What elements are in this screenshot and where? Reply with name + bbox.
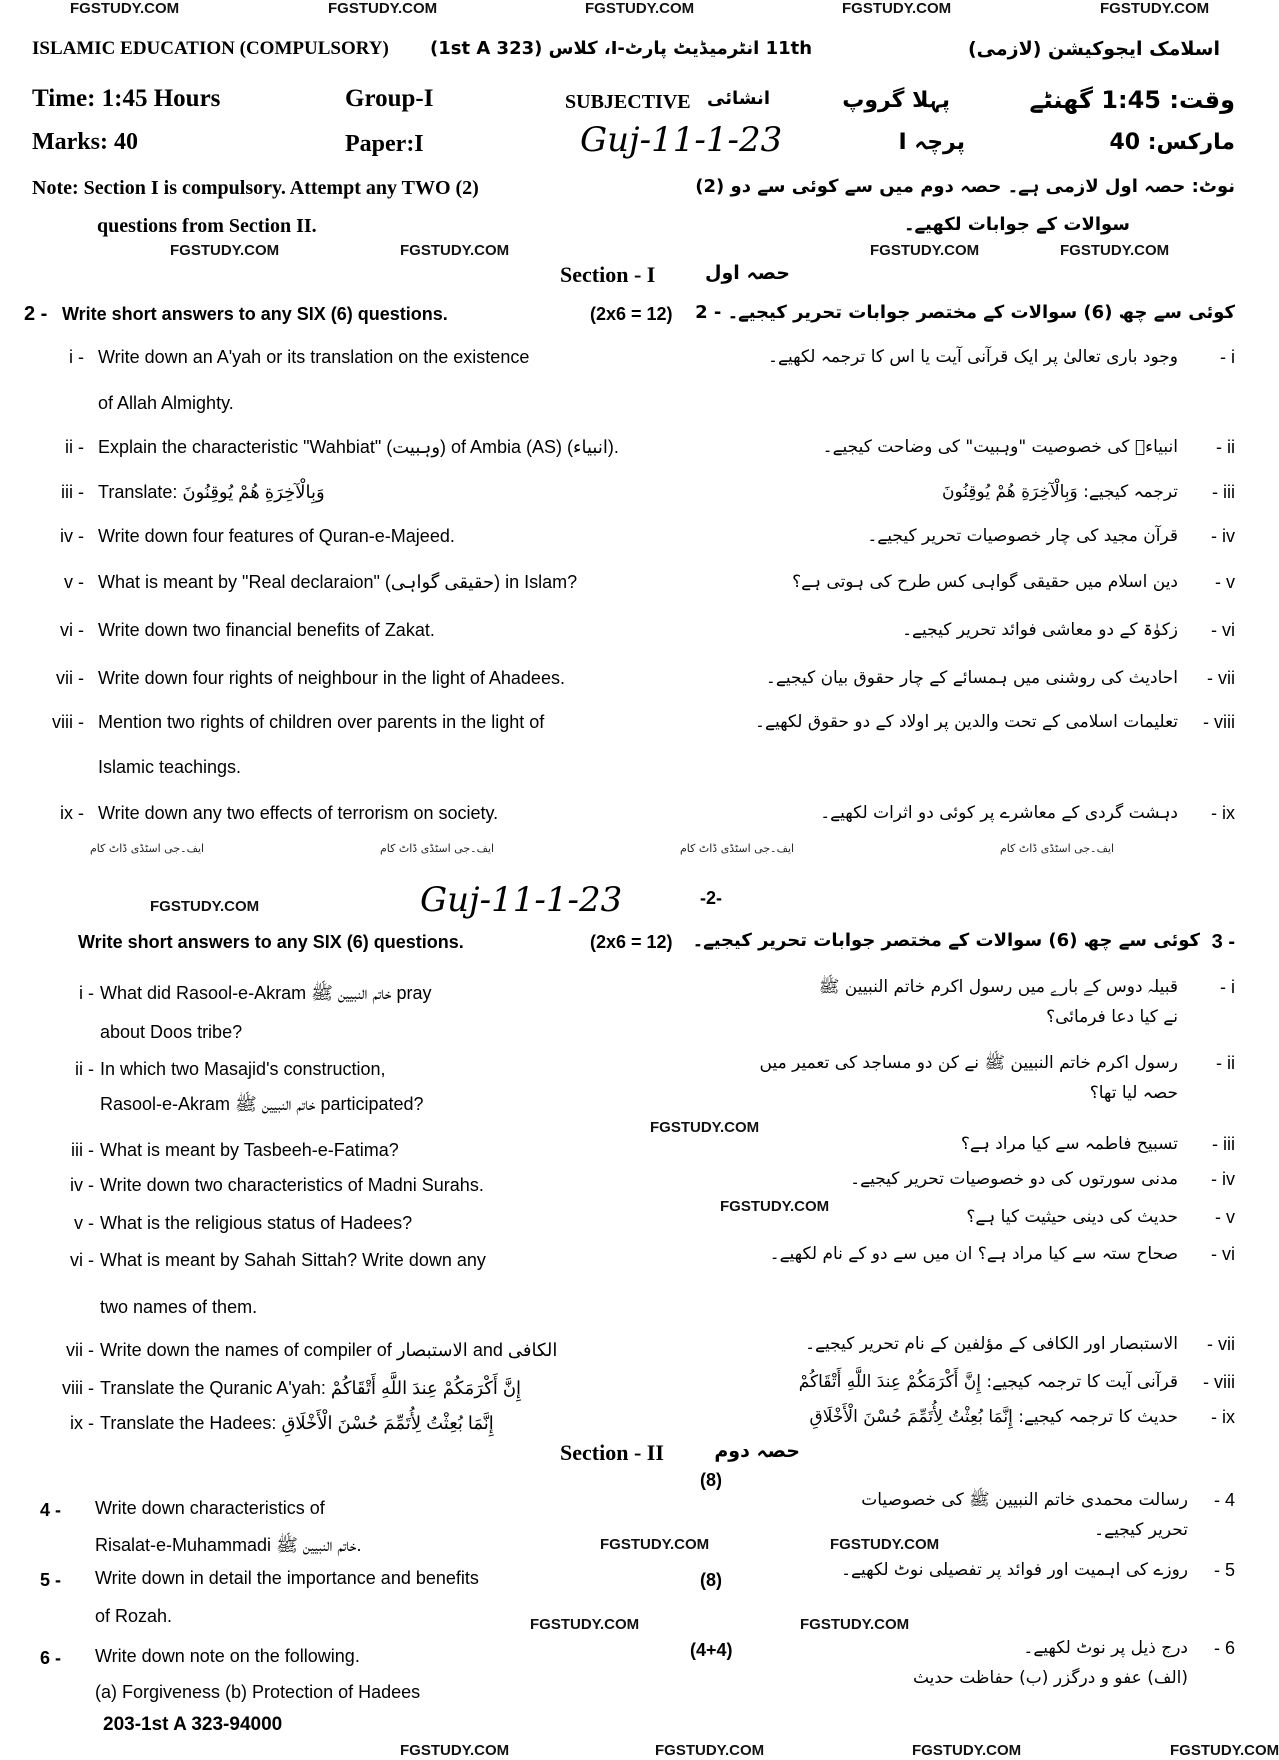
page-marker: -2- — [700, 888, 722, 908]
section1-title: Section - I — [560, 262, 656, 287]
watermark-text: FGSTUDY.COM — [655, 1742, 765, 1759]
q2-item-text: Write down an A'yah or its translation on the existence — [98, 347, 530, 367]
q2-item-number-ur: - iv — [1211, 526, 1235, 546]
q3-item-number-ur: - vii — [1207, 1334, 1235, 1354]
watermark-text: FGSTUDY.COM — [400, 1742, 510, 1759]
q3-item-number-ur: - i — [1220, 977, 1235, 997]
marks-ur: مارکس: 40 — [1109, 130, 1235, 155]
q3-item-number: viii - — [62, 1378, 94, 1398]
q2-item-text-ur: دین اسلام میں حقیقی گواہی کس طرح کی ہوتی ہے؟ — [792, 572, 1178, 592]
q3-item-number: vi - — [70, 1250, 94, 1270]
watermark-text: FGSTUDY.COM — [150, 898, 260, 915]
q2-item-number: iii - — [61, 482, 84, 502]
section2-question-number: 6 - — [40, 1648, 62, 1668]
q3-item-text: What is meant by Sahah Sittah? Write down any — [100, 1250, 486, 1270]
q3-item-text-ur-cont: نے کیا دعا فرمائی؟ — [1046, 1007, 1178, 1027]
watermark-text: FGSTUDY.COM — [800, 1616, 910, 1633]
section2-question-number-ur: - 6 — [1213, 1638, 1235, 1658]
q3-item-text: In which two Masajid's construction, — [100, 1059, 386, 1079]
section2-question-text: Write down note on the following. — [95, 1646, 360, 1666]
watermark-text: FGSTUDY.COM — [600, 1536, 710, 1553]
q3-item-text: Write down two characteristics of Madni Surahs. — [100, 1175, 484, 1195]
q2-item-number-ur: - i — [1220, 347, 1235, 367]
section2-question-marks: (4+4) — [690, 1640, 733, 1660]
section2-question-marks: (8) — [700, 1470, 722, 1490]
watermark-text: FGSTUDY.COM — [1170, 1742, 1279, 1759]
q2-item-text-ur: انبیاءؑ کی خصوصیت "وہبیت" کی وضاحت کیجیے۔ — [822, 437, 1178, 457]
q3-item-number: iv - — [70, 1175, 94, 1195]
q3-item-text-ur: حدیث کا ترجمہ کیجیے: إِنَّمَا بُعِثْتُ لِأُتَمِّمَ حُسْنَ الْأَخْلَاقِ — [809, 1407, 1178, 1427]
q3-item-text: Write down the names of compiler of الاستبصار and الکافی — [100, 1340, 558, 1360]
q3-item-number: ii - — [75, 1059, 94, 1079]
section2-question-text-cont: of Rozah. — [95, 1606, 173, 1626]
q2-item-number-ur: - viii — [1203, 712, 1235, 732]
watermark-text: FGSTUDY.COM — [912, 1742, 1022, 1759]
section1-title-ur: حصہ اول — [705, 262, 790, 284]
q2-item-number: iv - — [60, 526, 84, 546]
exam-title-en: ISLAMIC EDUCATION (COMPULSORY) — [32, 38, 389, 59]
watermark-text: FGSTUDY.COM — [585, 0, 695, 17]
q2-item-text-ur: ترجمہ کیجیے: وَبِالْآخِرَةِ هُمْ يُوقِنُونَ — [942, 482, 1178, 502]
watermark-text: FGSTUDY.COM — [650, 1119, 760, 1136]
section2-question-text-cont: (a) Forgiveness (b) Protection of Hadees — [95, 1682, 421, 1702]
footer-code: 203-1st A 323-94000 — [103, 1714, 283, 1735]
q2-item-text-ur: زکوٰۃ کے دو معاشی فوائد تحریر کیجیے۔ — [902, 620, 1178, 640]
section2-question-text-ur: درج ذیل پر نوٹ لکھیے۔ — [1023, 1638, 1188, 1658]
section2-question-number-ur: - 5 — [1213, 1560, 1235, 1580]
q2-item-number-ur: - ii — [1216, 437, 1235, 457]
q2-item-number: v - — [64, 572, 84, 592]
section2-title: Section - II — [560, 1440, 664, 1465]
q2-item-text-cont: Islamic teachings. — [98, 757, 242, 777]
class-code: 11th انٹرمیڈیٹ پارٹ-I، کلاس (1st A 323) — [430, 38, 813, 59]
q2-heading-ur: کوئی سے چھ (6) سوالات کے مختصر جوابات تحریر کیجیے۔ - 2 — [695, 302, 1235, 323]
q2-item-number-ur: - v — [1215, 572, 1235, 592]
q3-item-number: v - — [74, 1213, 94, 1233]
watermark-text: FGSTUDY.COM — [328, 0, 438, 17]
section2-question-text: Write down characteristics of — [95, 1498, 325, 1518]
q3-item-text-ur: صحاح ستہ سے کیا مراد ہے؟ ان میں سے دو کے نام لکھیے۔ — [769, 1244, 1178, 1264]
q3-item-number-ur: - iii — [1212, 1134, 1235, 1154]
watermark-text: FGSTUDY.COM — [842, 0, 952, 17]
q3-item-text-ur: قبیلہ دوس کے بارے میں رسول اکرم خاتم النبیین ﷺ — [818, 977, 1178, 997]
watermark-urdu: ایف۔جی اسٹڈی ڈاٹ کام — [90, 842, 205, 855]
q3-item-text-ur: رسول اکرم خاتم النبیین ﷺ نے کن دو مساجد کی تعمیر میں — [759, 1053, 1178, 1073]
q3-item-number: iii - — [71, 1140, 94, 1160]
q3-item-text-cont: about Doos tribe? — [100, 1022, 243, 1042]
q3-item-text-cont: Rasool-e-Akram خاتم النبیین ﷺ participated? — [100, 1094, 424, 1114]
section2-question-text: Write down in detail the importance and benefits — [95, 1568, 479, 1588]
watermark-text: FGSTUDY.COM — [870, 242, 980, 259]
q2-item-text-ur: احادیث کی روشنی میں ہمسائے کے چار حقوق بیان کیجیے۔ — [765, 668, 1178, 688]
q3-item-text-ur: حدیث کی دینی حیثیت کیا ہے؟ — [966, 1207, 1178, 1227]
watermark-urdu: ایف۔جی اسٹڈی ڈاٹ کام — [1000, 842, 1115, 855]
q3-item-text-ur: الاستبصار اور الکافی کے مؤلفین کے نام تحریر کیجیے۔ — [805, 1334, 1178, 1354]
q2-item-number: i - — [69, 347, 84, 367]
paper-en: Paper:I — [345, 131, 424, 157]
q2-item-text: Write down any two effects of terrorism on society. — [98, 803, 499, 823]
section2-title-ur: حصہ دوم — [714, 1440, 800, 1462]
watermark-text: FGSTUDY.COM — [1060, 242, 1170, 259]
q2-item-number-ur: - ix — [1211, 803, 1235, 823]
paper-ur: پرچہ I — [898, 130, 965, 155]
q2-number: 2 - — [24, 303, 48, 325]
q2-item-text-ur: وجود باری تعالیٰ پر ایک قرآنی آیت یا اس کا ترجمہ لکھیے۔ — [768, 347, 1178, 367]
section2-question-number: 4 - — [40, 1500, 62, 1520]
q2-item-text: Translate: وَبِالْآخِرَةِ هُمْ يُوقِنُونَ — [98, 482, 325, 502]
q2-item-text-ur: تعلیمات اسلامی کے تحت والدین پر اولاد کے دو حقوق لکھیے۔ — [755, 712, 1178, 732]
q3-item-text-ur: تسبیح فاطمہ سے کیا مراد ہے؟ — [960, 1134, 1178, 1154]
section2-question-marks: (8) — [700, 1570, 722, 1590]
q3-item-number: vii - — [66, 1340, 94, 1360]
watermark-urdu: ایف۔جی اسٹڈی ڈاٹ کام — [380, 842, 495, 855]
q3-item-number-ur: - viii — [1203, 1372, 1235, 1392]
time-en: Time: 1:45 Hours — [32, 85, 221, 112]
q3-item-number-ur: - ii — [1216, 1053, 1235, 1073]
group-ur: پہلا گروپ — [842, 88, 950, 113]
subjective-en: SUBJECTIVE — [565, 91, 691, 113]
q2-item-number-ur: - vi — [1211, 620, 1235, 640]
q2-item-number: vi - — [60, 620, 84, 640]
q2-item-text: Mention two rights of children over parents in the light of — [98, 712, 545, 732]
watermark-text: FGSTUDY.COM — [400, 242, 510, 259]
q2-item-number: ix - — [60, 803, 84, 823]
q3-item-number-ur: - vi — [1211, 1244, 1235, 1264]
q3-heading: Write short answers to any SIX (6) questions. — [78, 932, 464, 952]
q3-item-number-ur: - iv — [1211, 1169, 1235, 1189]
section2-question-text-ur-cont: (الف) عفو و درگزر (ب) حفاظت حدیث — [912, 1668, 1188, 1688]
q2-item-text-cont: of Allah Almighty. — [98, 393, 234, 413]
watermark-urdu: ایف۔جی اسٹڈی ڈاٹ کام — [680, 842, 795, 855]
group-en: Group-I — [345, 85, 434, 112]
handwritten-date: Guj-11-1-23 — [580, 120, 783, 160]
handwritten-date: Guj-11-1-23 — [420, 880, 623, 920]
q2-item-text: Write down two financial benefits of Zakat. — [98, 620, 435, 640]
watermark-text: FGSTUDY.COM — [720, 1198, 830, 1215]
q3-item-text-ur: مدنی سورتوں کی دو خصوصیات تحریر کیجیے۔ — [850, 1169, 1178, 1189]
section2-question-number: 5 - — [40, 1570, 62, 1590]
note-ur: نوٹ: حصہ اول لازمی ہے۔ حصہ دوم میں سے کوئی سے دو (2) — [695, 176, 1235, 197]
q3-number: 3 - — [1211, 931, 1235, 953]
q2-item-number-ur: - iii — [1212, 482, 1235, 502]
q2-item-text: Write down four features of Quran-e-Majeed. — [98, 526, 455, 546]
watermark-text: FGSTUDY.COM — [530, 1616, 640, 1633]
q3-heading-ur: کوئی سے چھ (6) سوالات کے مختصر جوابات تحریر کیجیے۔ — [692, 930, 1200, 951]
q2-marks: (2x6 = 12) — [590, 304, 673, 324]
q2-item-number: ii - — [65, 437, 84, 457]
q2-item-number-ur: - vii — [1207, 668, 1235, 688]
section2-question-text-ur-cont: تحریر کیجیے۔ — [1094, 1520, 1188, 1540]
q3-item-text-ur-cont: حصہ لیا تھا؟ — [1089, 1083, 1178, 1103]
q2-item-text-ur: دہشت گردی کے معاشرے پر کوئی دو اثرات لکھیے۔ — [820, 803, 1178, 823]
section2-question-text-cont: Risalat-e-Muhammadi خاتم النبیین ﷺ. — [95, 1535, 362, 1555]
subjective-ur: انشائی — [707, 88, 770, 109]
q2-item-text: Write down four rights of neighbour in the light of Ahadees. — [98, 668, 565, 688]
q3-item-text: Translate the Quranic A'yah: إِنَّ أَكْرَمَكُمْ عِندَ اللَّهِ أَتْقَاكُمْ — [100, 1378, 522, 1398]
note-en-2: questions from Section II. — [97, 215, 317, 237]
q3-item-text: What is the religious status of Hadees? — [100, 1213, 413, 1233]
q2-item-text-ur: قرآن مجید کی چار خصوصیات تحریر کیجیے۔ — [867, 526, 1178, 546]
note-en: Note: Section I is compulsory. Attempt any TWO (2) — [32, 177, 479, 199]
time-ur: وقت: 1:45 گھنٹے — [1029, 86, 1235, 114]
q3-item-text: What is meant by Tasbeeh-e-Fatima? — [100, 1140, 399, 1160]
q3-marks: (2x6 = 12) — [590, 932, 673, 952]
watermark-text: FGSTUDY.COM — [70, 0, 180, 17]
q3-item-number-ur: - v — [1215, 1207, 1235, 1227]
q3-item-number-ur: - ix — [1211, 1407, 1235, 1427]
q3-item-number: i - — [79, 983, 94, 1003]
q3-item-text-ur: قرآنی آیت کا ترجمہ کیجیے: إِنَّ أَكْرَمَكُمْ عِندَ اللَّهِ أَتْقَاكُمْ — [798, 1372, 1178, 1392]
q2-item-text: What is meant by "Real declaraion" (حقیقی گواہی) in Islam? — [98, 572, 578, 592]
watermark-text: FGSTUDY.COM — [830, 1536, 940, 1553]
section2-question-number-ur: - 4 — [1213, 1490, 1235, 1510]
q3-item-text: Translate the Hadees: إِنَّمَا بُعِثْتُ لِأُتَمِّمَ حُسْنَ الْأَخْلَاقِ — [100, 1413, 494, 1433]
watermark-text: FGSTUDY.COM — [1100, 0, 1210, 17]
section2-question-text-ur: رسالت محمدی خاتم النبیین ﷺ کی خصوصیات — [861, 1490, 1188, 1510]
q2-item-number: viii - — [52, 712, 84, 732]
section2-question-text-ur: روزے کی اہمیت اور فوائد پر تفصیلی نوٹ لکھیے۔ — [841, 1560, 1188, 1580]
q2-heading: Write short answers to any SIX (6) questions. — [62, 304, 448, 324]
watermark-text: FGSTUDY.COM — [170, 242, 280, 259]
q3-item-text-cont: two names of them. — [100, 1297, 258, 1317]
exam-title-ur: اسلامک ایجوکیشن (لازمی) — [967, 38, 1220, 60]
q2-item-number: vii - — [56, 668, 84, 688]
q3-item-number: ix - — [70, 1413, 94, 1433]
note-ur-2: سوالات کے جوابات لکھیے۔ — [903, 214, 1130, 235]
marks-en: Marks: 40 — [32, 129, 138, 155]
q2-item-text: Explain the characteristic "Wahbiat" (وہبیت) of Ambia (AS) (انبیاء). — [98, 437, 619, 457]
q3-item-text: What did Rasool-e-Akram خاتم النبیین ﷺ pray — [100, 983, 432, 1003]
